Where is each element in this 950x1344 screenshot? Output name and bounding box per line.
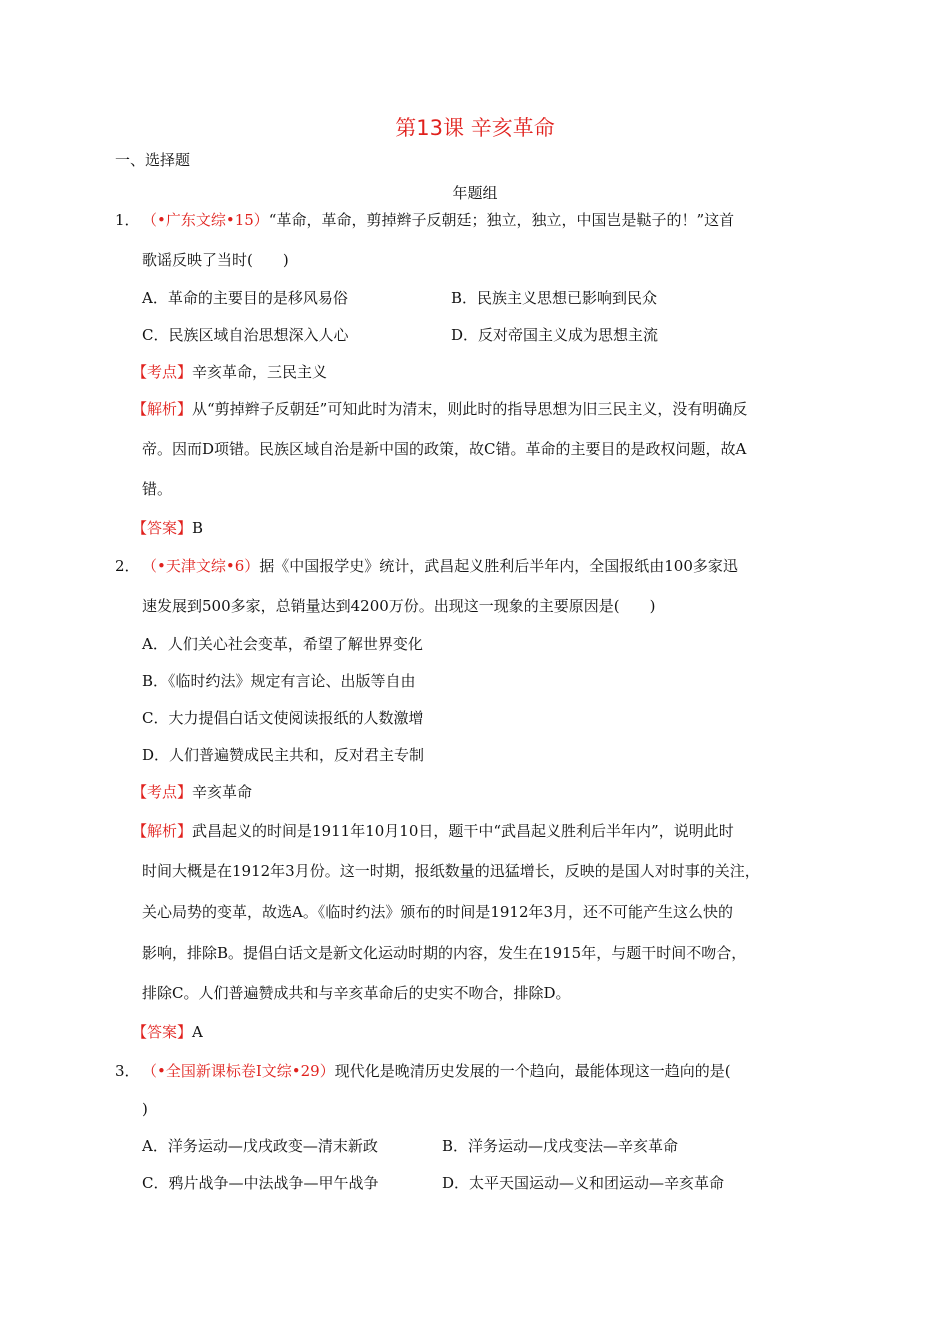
jiexi-row [132, 399, 747, 419]
question-number: 2． [115, 557, 140, 575]
option-a: A．革命的主要目的是移风易俗 [142, 289, 348, 307]
section-heading: 一、选择题 [115, 151, 191, 169]
option-b: B．《临时约法》规定有言论、出版等自由 [142, 672, 416, 690]
kaodian-label: 【考点】 [132, 363, 193, 381]
question-source: （•广东文综•15） [142, 211, 269, 229]
answer-label: 【答案】 [132, 1023, 193, 1041]
question-stem [142, 556, 738, 576]
answer-text: B [192, 519, 204, 537]
question-stem-text: 据《中国报学史》统计，武昌起义胜利后半年内，全国报纸由100多家迅 [259, 557, 738, 575]
page-title: 第13课 辛亥革命 [395, 116, 555, 140]
jiexi-text-cont: 影响，排除B。提倡白话文是新文化运动时期的内容，发生在1915年，与题干时间不吻合， [142, 944, 747, 962]
option-b: B．洋务运动—戊戌变法—辛亥革命 [442, 1137, 679, 1155]
question-stem-text: “革命，革命，剪掉辫子反朝廷；独立，独立，中国岂是鞑子的！”这首 [268, 211, 735, 229]
question-stem-cont: 速发展到500多家，总销量达到4200万份。出现这一现象的主要原因是( ) [142, 597, 656, 615]
question-stem [142, 1061, 731, 1081]
kaodian-label: 【考点】 [132, 783, 193, 801]
option-c: C．大力提倡白话文使阅读报纸的人数激增 [142, 709, 424, 727]
question-number: 3． [115, 1062, 140, 1080]
answer-row [132, 1022, 203, 1042]
jiexi-row [132, 821, 734, 841]
option-d: D．太平天国运动—义和团运动—辛亥革命 [442, 1174, 725, 1192]
option-b: B．民族主义思想已影响到民众 [451, 289, 658, 307]
option-c: C．民族区域自治思想深入人心 [142, 326, 349, 344]
option-d: D．人们普遍赞成民主共和，反对君主专制 [142, 746, 425, 764]
jiexi-text-cont: 排除C。人们普遍赞成共和与辛亥革命后的史实不吻合，排除D。 [142, 984, 571, 1002]
question-stem-cont: ) [142, 1100, 148, 1118]
jiexi-text: 武昌起义的时间是1911年10月10日，题干中“武昌起义胜利后半年内”，说明此时 [192, 822, 734, 840]
option-c: C．鸦片战争—中法战争—甲午战争 [142, 1174, 379, 1192]
kaodian-text: 辛亥革命 [192, 783, 253, 801]
kaodian-text: 辛亥革命，三民主义 [192, 363, 328, 381]
question-source: （•天津文综•6） [142, 557, 260, 575]
option-a: A．人们关心社会变革，希望了解世界变化 [142, 635, 423, 653]
jiexi-text-cont: 时间大概是在1912年3月份。这一时期，报纸数量的迅猛增长，反映的是国人对时事的关注， [142, 862, 760, 880]
jiexi-text-cont: 错。 [142, 480, 173, 498]
question-stem [142, 210, 734, 230]
jiexi-text-cont: 帝。因而D项错。民族区域自治是新中国的政策，故C错。革命的主要目的是政权问题，故A [142, 440, 747, 458]
kaodian-row [132, 362, 327, 382]
kaodian-row [132, 782, 252, 802]
question-stem-cont: 歌谣反映了当时( ) [142, 251, 289, 269]
jiexi-text: 从“剪掉辫子反朝廷”可知此时为清末，则此时的指导思想为旧三民主义，没有明确反 [192, 400, 748, 418]
question-source: （•全国新课标卷Ⅰ文综•29） [142, 1062, 335, 1080]
answer-label: 【答案】 [132, 519, 193, 537]
answer-row [132, 518, 203, 538]
question-stem-text: 现代化是晚清历史发展的一个趋向，最能体现这一趋向的是( [334, 1062, 731, 1080]
option-a: A．洋务运动—戊戌政变—清末新政 [142, 1137, 378, 1155]
jiexi-text-cont: 关心局势的变革，故选A。《临时约法》颁布的时间是1912年3月，还不可能产生这么快的 [142, 903, 734, 921]
jiexi-label: 【解析】 [132, 400, 193, 418]
group-heading: 年题组 [452, 184, 498, 202]
answer-text: A [192, 1023, 203, 1041]
question-number: 1． [115, 211, 140, 229]
jiexi-label: 【解析】 [132, 822, 193, 840]
option-d: D．反对帝国主义成为思想主流 [451, 326, 659, 344]
